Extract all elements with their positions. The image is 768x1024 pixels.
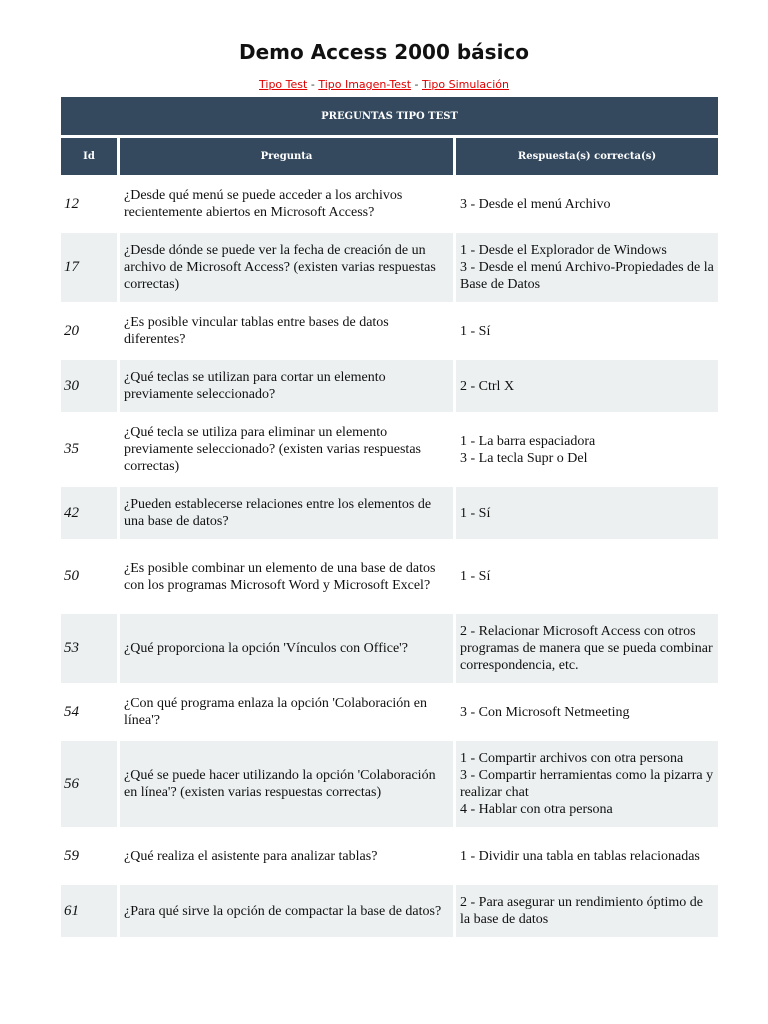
row-question: ¿Desde dónde se puede ver la fecha de creación de un archivo de Microsoft Access? (existen varias respuestas correctas) <box>120 233 453 302</box>
row-question: ¿Desde qué menú se puede acceder a los archivos recientemente abiertos en Microsoft Access? <box>120 178 453 230</box>
page-title: Demo Access 2000 básico <box>238 40 530 64</box>
row-question: ¿Qué realiza el asistente para analizar tablas? <box>120 830 453 882</box>
row-answers <box>456 830 718 882</box>
link-separator: - <box>414 78 419 91</box>
row-id: 12 <box>61 178 117 230</box>
table-row <box>61 741 718 827</box>
row-question: ¿Pueden establecerse relaciones entre los elementos de una base de datos? <box>120 487 453 539</box>
row-answers <box>456 415 718 484</box>
row-question: ¿Qué proporciona la opción 'Vínculos con Office'? <box>120 614 453 683</box>
row-id: 30 <box>61 360 117 412</box>
answer-line: 1 - Sí <box>460 505 491 521</box>
table-row <box>61 233 718 302</box>
link-tipo-test[interactable]: Tipo Test <box>259 78 308 91</box>
row-id: 20 <box>61 305 117 357</box>
table-group-header: PREGUNTAS TIPO TEST <box>61 97 718 135</box>
answer-line: 3 - Desde el menú Archivo-Propiedades de la Base de Datos <box>460 260 714 292</box>
column-header-id: Id <box>61 138 117 175</box>
answer-line: 3 - Desde el menú Archivo <box>460 196 611 212</box>
row-id: 17 <box>61 233 117 302</box>
row-question: ¿Qué tecla se utiliza para eliminar un elemento previamente seleccionado? (existen varias respuestas correctas) <box>120 415 453 484</box>
answer-line: 1 - Desde el Explorador de Windows <box>460 243 667 258</box>
row-id: 54 <box>61 686 117 738</box>
row-answers <box>456 686 718 738</box>
answer-line: 2 - Para asegurar un rendimiento óptimo de la base de datos <box>460 895 703 927</box>
table-row <box>61 415 718 484</box>
table-row <box>61 178 718 230</box>
column-header-answers: Respuesta(s) correcta(s) <box>456 138 718 175</box>
row-question: ¿Con qué programa enlaza la opción 'Colaboración en línea'? <box>120 686 453 738</box>
row-answers <box>456 885 718 937</box>
row-id: 50 <box>61 542 117 611</box>
row-id: 61 <box>61 885 117 937</box>
row-question: ¿Qué teclas se utilizan para cortar un elemento previamente seleccionado? <box>120 360 453 412</box>
answer-line: 3 - Con Microsoft Netmeeting <box>460 704 630 720</box>
table-row <box>61 360 718 412</box>
row-id: 59 <box>61 830 117 882</box>
column-header-question: Pregunta <box>120 138 453 175</box>
answer-line: 4 - Hablar con otra persona <box>460 802 613 817</box>
table-row <box>61 885 718 937</box>
row-answers <box>456 360 718 412</box>
answer-line: 1 - La barra espaciadora <box>460 433 596 449</box>
row-id: 56 <box>61 741 117 827</box>
row-answers <box>456 233 718 302</box>
row-answers <box>456 178 718 230</box>
table-row <box>61 487 718 539</box>
row-answers <box>456 741 718 827</box>
answer-line: 1 - Dividir una tabla en tablas relacionadas <box>460 848 700 864</box>
link-tipo-simulacion[interactable]: Tipo Simulación <box>422 78 509 91</box>
row-question: ¿Es posible combinar un elemento de una base de datos con los programas Microsoft Word y Microsoft Excel? <box>120 542 453 611</box>
answer-line: 2 - Ctrl X <box>460 378 515 394</box>
row-question: ¿Para qué sirve la opción de compactar la base de datos? <box>120 885 453 937</box>
answer-line: 1 - Sí <box>460 323 491 339</box>
table-row <box>61 686 718 738</box>
link-tipo-imagen-test[interactable]: Tipo Imagen-Test <box>318 78 412 91</box>
row-id: 42 <box>61 487 117 539</box>
answer-line: 1 - Sí <box>460 569 491 584</box>
questions-table <box>58 94 721 940</box>
table-row <box>61 614 718 683</box>
answer-line: 3 - Compartir herramientas como la pizarra y realizar chat <box>460 768 714 800</box>
row-answers <box>456 614 718 683</box>
table-body <box>61 178 718 937</box>
row-question: ¿Es posible vincular tablas entre bases de datos diferentes? <box>120 305 453 357</box>
table-row <box>61 830 718 882</box>
row-id: 35 <box>61 415 117 484</box>
row-answers <box>456 487 718 539</box>
answer-line: 2 - Relacionar Microsoft Access con otros programas de manera que se pueda combinar correspondencia, etc. <box>460 624 713 673</box>
row-answers <box>456 305 718 357</box>
row-id: 53 <box>61 614 117 683</box>
table-row <box>61 305 718 357</box>
test-type-links <box>0 78 768 91</box>
answer-line: 1 - Compartir archivos con otra persona <box>460 751 684 766</box>
row-answers <box>456 542 718 611</box>
answer-line: 3 - La tecla Supr o Del <box>460 450 588 466</box>
link-separator: - <box>310 78 315 91</box>
row-question: ¿Qué se puede hacer utilizando la opción 'Colaboración en línea'? (existen varias respuestas correctas) <box>120 741 453 827</box>
table-row <box>61 542 718 611</box>
